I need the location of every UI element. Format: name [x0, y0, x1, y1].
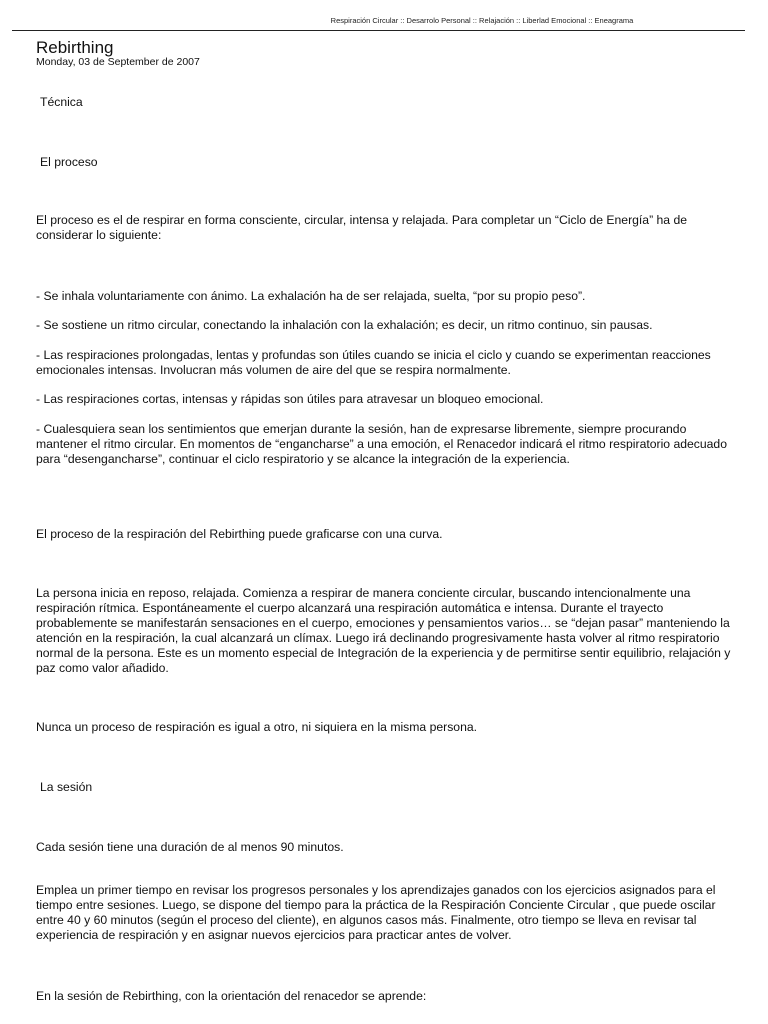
persona-paragraph: La persona inicia en reposo, relajada. Comienza a respirar de manera conciente circular, buscando intencionalmente una respiración rítmica. Espontáneamente el cuerpo alcanzará una respiración automática e intensa. Durante el trayecto probablemente se manifestarán sensaciones en el cuerpo, emociones y pensamientos varios… se “dejan pasar” manteniendo la atención en la respiración, la cual alcanzará un clímax. Luego irá declinando progresivamente hasta volver al ritmo respiratorio normal de la persona. Este es un momento especial de Integración de la experiencia y de permitirse sentir equilibrio, relajación y paz como valor añadido. — [36, 586, 731, 675]
list-item: - Cualesquiera sean los sentimientos que emerjan durante la sesión, han de expresarse libremente, siempre procurando mantener el ritmo circular. En momentos de “engancharse” a una emoción, el Renacedor indicará el ritmo respiratorio adecuado para “desengancharse”, continuar el ciclo respiratorio y se alcance la integración de la experiencia. — [36, 422, 727, 466]
nunca-paragraph: Nunca un proceso de respiración es igual a otro, ni siquiera en la misma persona. — [36, 720, 478, 734]
heading-sesion: La sesión — [40, 780, 93, 794]
heading-tecnica: Técnica — [40, 95, 83, 109]
list-item: - Se sostiene un ritmo circular, conectando la inhalación con la exhalación; es decir, un ritmo continuo, sin pausas. — [36, 318, 653, 332]
site-header-nav: Respiración Circular :: Desarrolo Personal :: Relajación :: Liberlad Emocional :: Eneagrama — [330, 16, 634, 25]
aprende-paragraph: En la sesión de Rebirthing, con la orientación del renacedor se aprende: — [36, 989, 427, 1003]
heading-proceso: El proceso — [40, 155, 98, 169]
article-date: Monday, 03 de September de 2007 — [36, 56, 200, 68]
list-item: - Se inhala voluntariamente con ánimo. La exhalación ha de ser relajada, suelta, “por su propio peso”. — [36, 289, 586, 303]
article-title: Rebirthing — [36, 38, 114, 57]
emplea-paragraph: Emplea un primer tiempo en revisar los progresos personales y los aprendizajes ganados con los ejercicios asignados para el tiempo entre sesiones. Luego, se dispone del tiempo para la práctica de la Respiración Conciente Circular , que puede oscilar entre 40 y 60 minutos (según el proceso del cliente), en algunos casos más. Finalmente, otro tiempo se lleva en revisar tal experiencia de respiración y en asignar nuevos ejercicios para practicar antes de volver. — [36, 883, 716, 942]
header-divider — [12, 30, 745, 31]
duracion-paragraph: Cada sesión tiene una duración de al menos 90 minutos. — [36, 840, 344, 854]
intro-paragraph: El proceso es el de respirar en forma consciente, circular, intensa y relajada. Para completar un “Ciclo de Energía” ha de considerar lo siguiente: — [36, 213, 688, 242]
curve-paragraph: El proceso de la respiración del Rebirthing puede graficarse con una curva. — [36, 527, 443, 541]
list-item: - Las respiraciones prolongadas, lentas y profundas son útiles cuando se inicia el ciclo y cuando se experimentan reacciones emocionales intensas. Involucran más volumen de aire del que se respira normalmente. — [36, 348, 711, 377]
list-item: - Las respiraciones cortas, intensas y rápidas son útiles para atravesar un bloqueo emocional. — [36, 392, 544, 406]
